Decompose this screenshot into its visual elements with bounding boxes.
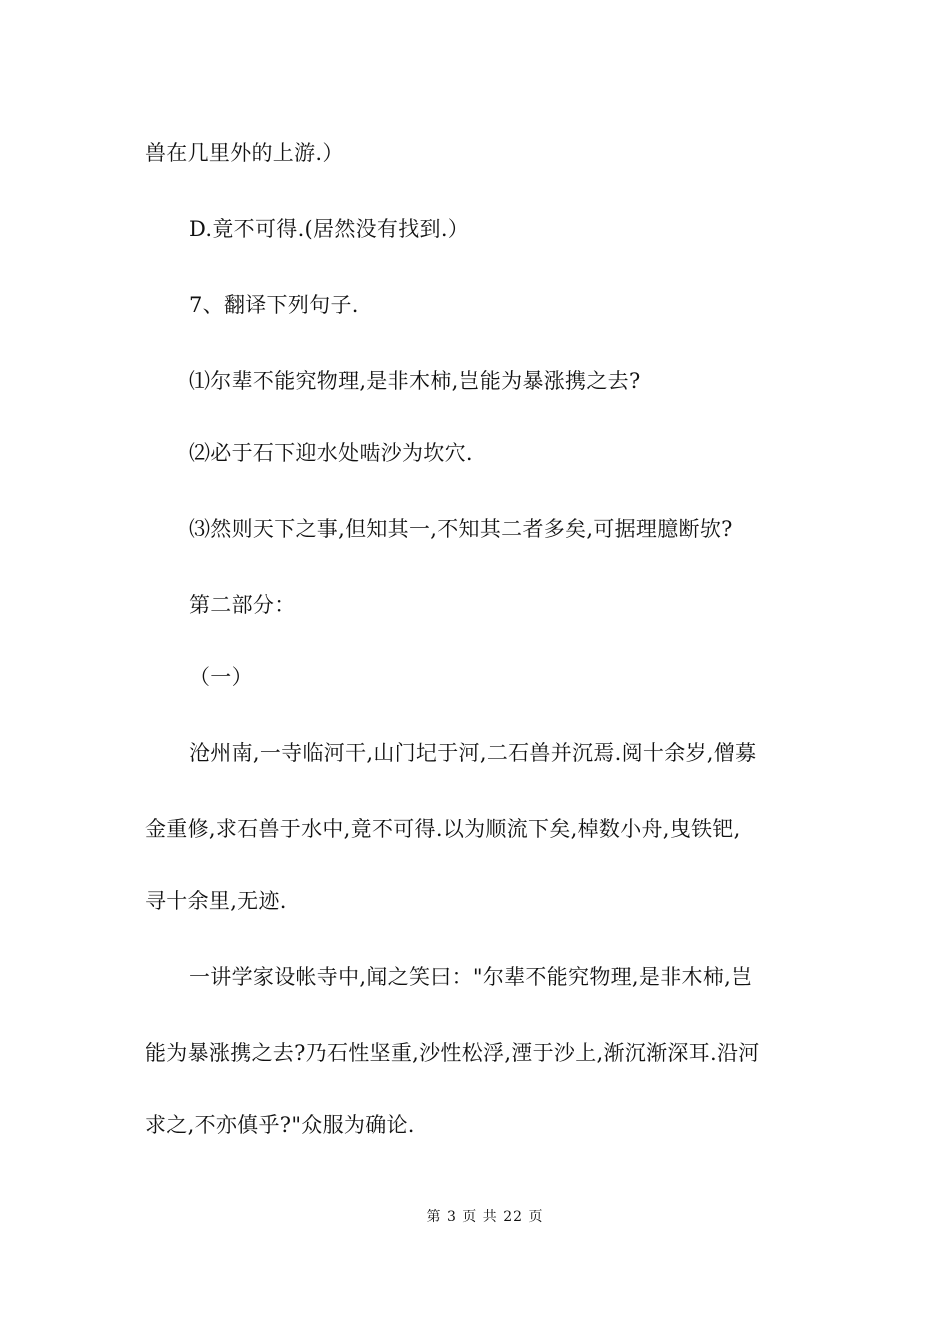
subsection-heading: （一） bbox=[189, 665, 253, 689]
passage-line-2: 金重修,求石兽于水中,竟不可得.以为顺流下矣,棹数小舟,曳铁钯, bbox=[145, 817, 741, 841]
passage-line-5: 能为暴涨携之去?乃石性坚重,沙性松浮,湮于沙上,渐沉渐深耳.沿河 bbox=[145, 1041, 760, 1065]
passage-line-1: 沧州南,一寺临河干,山门圮于河,二石兽并沉焉.阅十余岁,僧募 bbox=[189, 741, 757, 765]
section-heading: 第二部分： bbox=[189, 593, 296, 617]
passage-line-6: 求之,不亦傎乎?"众服为确论. bbox=[145, 1113, 415, 1137]
sentence-1: ⑴尔辈不能究物理,是非木柿,岂能为暴涨携之去? bbox=[189, 369, 641, 393]
page-number-footer: 第 3 页 共 22 页 bbox=[426, 1209, 544, 1225]
passage-line-3: 寻十余里,无迹. bbox=[145, 889, 287, 913]
option-d-line: D.竟不可得.(居然没有找到.） bbox=[189, 217, 470, 241]
sentence-3: ⑶然则天下之事,但知其一,不知其二者多矣,可据理臆断欤? bbox=[189, 517, 733, 541]
passage-line-4: 一讲学家设帐寺中,闻之笑曰："尔辈不能究物理,是非木柿,岂 bbox=[189, 965, 753, 989]
question-7-heading: 7、翻译下列句子. bbox=[189, 293, 359, 317]
sentence-2: ⑵必于石下迎水处啮沙为坎穴. bbox=[189, 441, 473, 465]
text-line-1: 兽在几里外的上游.） bbox=[145, 141, 344, 165]
